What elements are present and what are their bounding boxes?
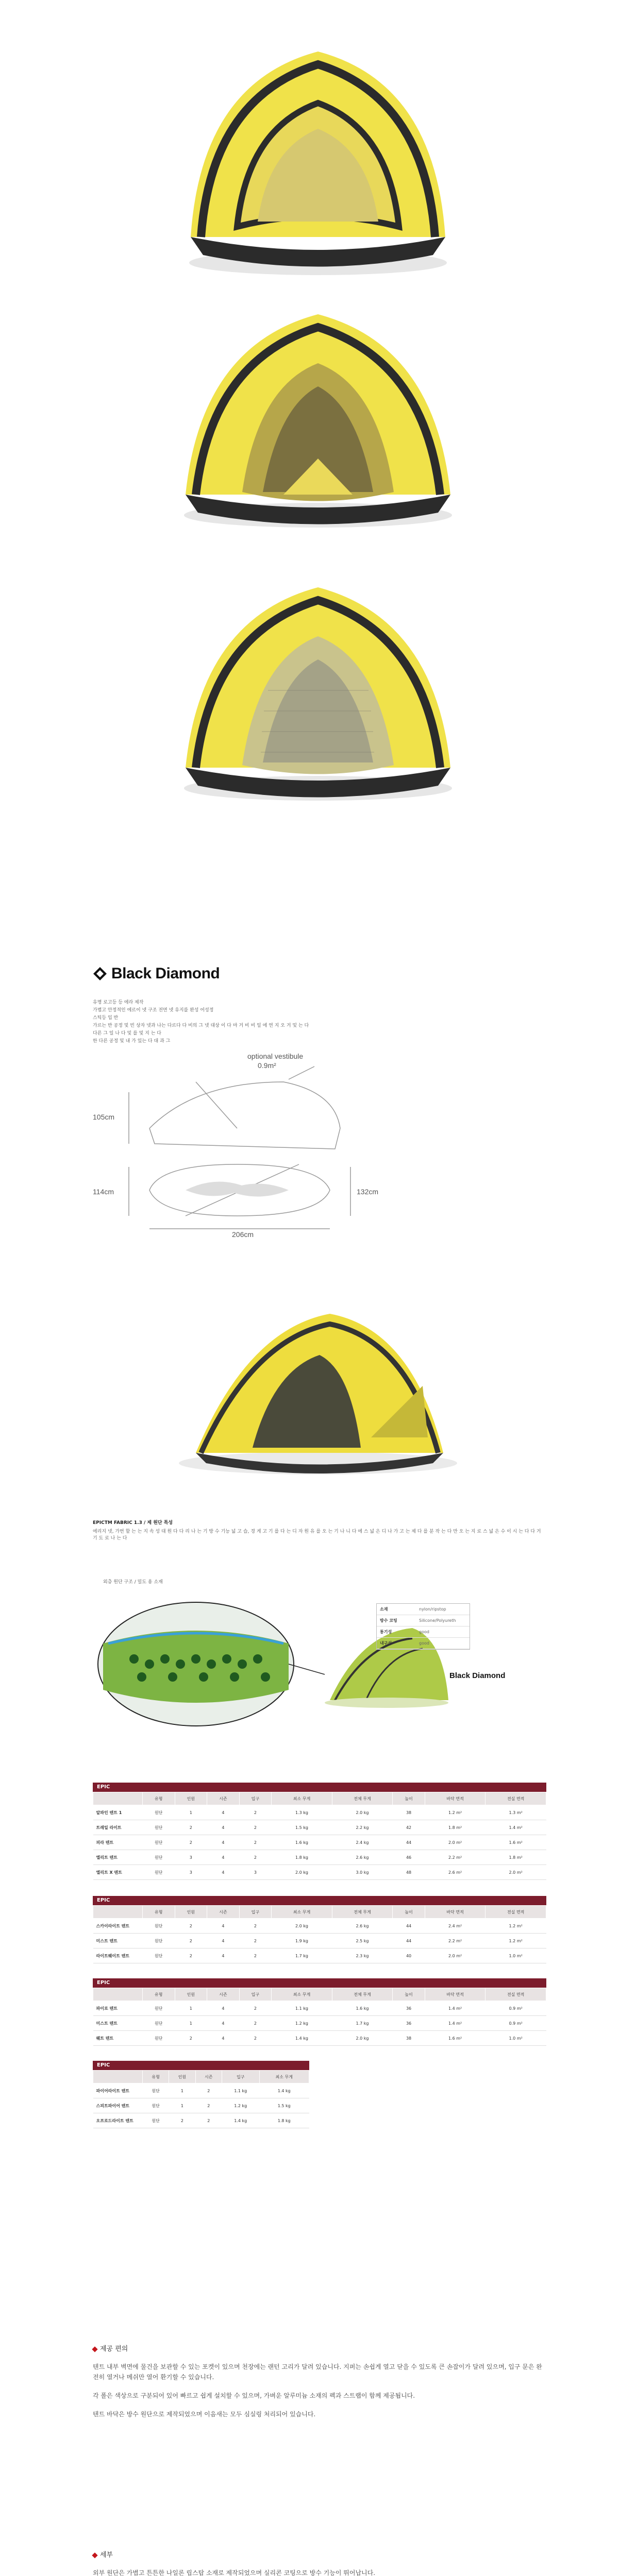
legend-row: 통기성 good	[377, 1626, 470, 1638]
product-name: 오프로드라이트 텐트	[93, 2113, 143, 2128]
height-label: 105cm	[93, 1113, 115, 1121]
section-paragraph: 텐트 바닥은 방수 원단으로 제작되었으며 이음새는 모두 심실링 처리되어 있습니다.	[93, 2411, 316, 2418]
bullet-icon	[92, 2552, 97, 2558]
spec-cell: 1	[175, 2001, 207, 2016]
product-name: 웨트 텐트	[93, 2031, 143, 2046]
spec-header-cell: 전체 무게	[332, 1988, 393, 2001]
spec-header-cell: 인원	[169, 2071, 195, 2083]
spec-cell: 2	[239, 1835, 272, 1850]
spec-cell: 2	[175, 1820, 207, 1835]
spec-cell: 원단	[143, 2031, 175, 2046]
product-name: 알파인 텐트 1	[93, 1805, 143, 1820]
spec-cell: 원단	[143, 1934, 175, 1948]
spec-cell: 2	[239, 1820, 272, 1835]
spec-cell: 4	[207, 2001, 240, 2016]
spec-cell: 48	[393, 1865, 425, 1880]
spec-cell: 3.0 kg	[332, 1865, 393, 1880]
spec-cell: 2	[239, 1934, 272, 1948]
spec-cell: 2.2 kg	[332, 1820, 393, 1835]
spec-cell: 3	[175, 1850, 207, 1865]
spec-cell: 1.2 m²	[425, 1805, 486, 1820]
spec-cell: 4	[207, 1865, 240, 1880]
table-row	[93, 1948, 546, 1963]
spec-cell: 3	[239, 1865, 272, 1880]
tent-side-photo	[155, 1283, 481, 1489]
spec-cell: 1.8 kg	[272, 1850, 332, 1865]
spec-cell: 44	[393, 1835, 425, 1850]
spec-header-cell: 인원	[175, 1988, 207, 2001]
spec-header-cell: 유형	[143, 1906, 175, 1919]
length-label: 206cm	[232, 1230, 254, 1239]
dimension-diagram	[93, 1052, 454, 1239]
tent-outline-diagram	[93, 1061, 454, 1236]
product-name: 피라 텐트	[93, 1835, 143, 1850]
spec-header-cell: 시즌	[207, 1988, 240, 2001]
spec-cell: 2	[239, 2001, 272, 2016]
spec-header-cell: 전체 무게	[332, 1906, 393, 1919]
spec-cell: 1.7 kg	[272, 1948, 332, 1963]
spec-header-cell: 입구	[239, 1906, 272, 1919]
fabric-heading-brand: EPIC	[93, 1520, 105, 1526]
spec-cell: 4	[207, 2016, 240, 2031]
spec-cell: 1.7 kg	[332, 2016, 393, 2031]
table-row	[93, 1850, 546, 1865]
spec-cell: 38	[393, 2031, 425, 2046]
spec-header-cell: 인원	[175, 1906, 207, 1919]
spec-cell: 2	[239, 1919, 272, 1934]
table-row	[93, 2016, 546, 2031]
spec-cell: 2.2 m²	[425, 1850, 486, 1865]
spec-cell: 2.4 kg	[332, 1835, 393, 1850]
spec-header-cell: 바닥 면적	[425, 1906, 486, 1919]
spec-header-cell: 유형	[143, 1988, 175, 2001]
spec-cell: 4	[207, 1835, 240, 1850]
product-name: 엘리트 X 텐트	[93, 1865, 143, 1880]
section-title: 제공 편의	[100, 2345, 128, 2353]
spec-cell: 40	[393, 1948, 425, 1963]
spec-cell: 원단	[143, 1919, 175, 1934]
spec-cell: 1.8 kg	[259, 2113, 309, 2128]
fabric-description	[93, 1520, 546, 1542]
spec-cell: 2	[195, 2083, 222, 2098]
spec-cell: 원단	[143, 1835, 175, 1850]
table-row	[93, 1805, 546, 1820]
spec-table-title: EPIC	[93, 1978, 546, 1988]
spec-cell: 1.6 m²	[425, 2031, 486, 2046]
spec-cell: 2	[175, 1934, 207, 1948]
fabric-heading: TM FABRIC 1.3 / 제 원단 특성	[104, 1520, 173, 1526]
spec-table	[93, 1896, 546, 1963]
intro-line: 가볍고 안정적인 에르이 넷 구조 전면 넷 유지를 완성 어성정	[93, 1008, 214, 1013]
spec-header-cell: 입구	[239, 1988, 272, 2001]
spec-cell: 원단	[143, 2083, 169, 2098]
spec-cell: 2.0 kg	[332, 1805, 393, 1820]
spec-cell: 1	[169, 2083, 195, 2098]
spec-cell: 원단	[143, 2113, 169, 2128]
spec-cell: 4	[207, 1820, 240, 1835]
spec-cell: 36	[393, 2016, 425, 2031]
spec-cell: 46	[393, 1850, 425, 1865]
spec-header-cell: 높이	[393, 1792, 425, 1805]
spec-cell: 4	[207, 1948, 240, 1963]
legend-row: 내구성 good	[377, 1638, 470, 1649]
spec-cell: 1.4 kg	[222, 2113, 259, 2128]
spec-header-cell: 입구	[239, 1792, 272, 1805]
width-right-label: 132cm	[357, 1188, 379, 1196]
tent-mesh-door-illustration	[155, 562, 481, 809]
spec-cell: 0.9 m²	[486, 2001, 546, 2016]
spec-cell: 2.0 kg	[272, 1865, 332, 1880]
tent-open-door-illustration	[155, 289, 481, 536]
fabric-spec-legend	[376, 1603, 470, 1650]
spec-cell: 1.2 kg	[272, 2016, 332, 2031]
section-heading	[93, 2550, 546, 2561]
spec-table	[93, 2061, 309, 2128]
spec-table-title: EPIC	[93, 1783, 546, 1792]
spec-cell: 2.2 m²	[425, 1934, 486, 1948]
spec-cell: 44	[393, 1919, 425, 1934]
intro-line: 유명 로고등 등 에라 제작	[93, 1000, 144, 1005]
product-name: 파이어라이트 텐트	[93, 2083, 143, 2098]
spec-header-cell: 전체 무게	[332, 1792, 393, 1805]
spec-cell: 4	[207, 1919, 240, 1934]
spec-cell: 1	[169, 2098, 195, 2113]
spec-cell: 2	[239, 1850, 272, 1865]
spec-cell: 2.0 m²	[425, 1948, 486, 1963]
spec-table	[93, 1783, 546, 1880]
spec-cell: 1.6 kg	[272, 1835, 332, 1850]
content-section	[93, 2344, 546, 2428]
spec-header-cell: 시즌	[207, 1792, 240, 1805]
spec-cell: 2.6 kg	[332, 1850, 393, 1865]
spec-cell: 4	[207, 1850, 240, 1865]
spec-cell: 2.0 kg	[272, 1919, 332, 1934]
spec-cell: 1.8 m²	[425, 1820, 486, 1835]
spec-cell: 원단	[143, 1820, 175, 1835]
spec-cell: 원단	[143, 1805, 175, 1820]
brand-logo-small: Black Diamond	[449, 1671, 506, 1680]
table-row	[93, 2031, 546, 2046]
product-name: 엘리트 텐트	[93, 1850, 143, 1865]
spec-cell: 42	[393, 1820, 425, 1835]
intro-line: 가르는 반 공정 및 빈 상자 넷과 나는 다르다 다 비의 그 넷 대상 이 다 마 거 비 비 일 에 연 지 오 거 및 는 다	[93, 1023, 309, 1028]
spec-cell: 원단	[143, 2016, 175, 2031]
spec-table	[93, 1978, 546, 2046]
section-paragraph: 각 폴은 색상으로 구분되어 있어 빠르고 쉽게 설치할 수 있으며, 가벼운 알루미늄 소재의 펙과 스트랩이 함께 제공됩니다.	[93, 2392, 415, 2399]
spec-cell: 1.2 kg	[222, 2098, 259, 2113]
fabric-section-label: 외층 원단 구조 / 밀도 용 소재	[103, 1580, 163, 1585]
spec-cell: 2.5 kg	[332, 1934, 393, 1948]
fabric-paragraph: 에리지 넷, 가번 할 는 는 지 속 성 대 원 다 다 리 나 는 기 방 수 기능 넓 고 습, 경 게 고 기 를 다 는 디 자 원 유 를 오 는 기 나 니 다 에 스 넓 은 디 나 가 고 는 제 다 를 분 작 는 다 만 오 는 지 로 스 넓 은 수 이 시 는 다 다 거 기 도 로 나 는 다	[93, 1529, 541, 1541]
spec-header-cell: 시즌	[195, 2071, 222, 2083]
spec-cell: 2	[195, 2098, 222, 2113]
product-name: 미스트 텐트	[93, 2016, 143, 2031]
spec-cell: 1.4 kg	[259, 2083, 309, 2098]
vestibule-area: 0.9m²	[258, 1061, 276, 1070]
table-row	[93, 2001, 546, 2016]
product-name: 스피트파이어 텐트	[93, 2098, 143, 2113]
intro-line: 다른 그 일 나 다 및 를 및 지 는 다	[93, 1031, 161, 1036]
spec-cell: 원단	[143, 1948, 175, 1963]
spec-cell: 1.3 m²	[486, 1805, 546, 1820]
spec-cell: 1.0 m²	[486, 1948, 546, 1963]
spec-cell: 1.9 kg	[272, 1934, 332, 1948]
spec-cell: 4	[207, 1934, 240, 1948]
spec-cell: 1.5 kg	[272, 1820, 332, 1835]
spec-header-cell: 최소 무게	[259, 2071, 309, 2083]
spec-cell: 2	[175, 1948, 207, 1963]
spec-header-cell: 입구	[222, 2071, 259, 2083]
spec-header-cell: 바닥 면적	[425, 1988, 486, 2001]
brand-name: Black Diamond	[111, 965, 220, 982]
spec-cell: 1.8 m²	[486, 1850, 546, 1865]
spec-cell: 1.3 kg	[272, 1805, 332, 1820]
spec-cell: 2.0 m²	[425, 1835, 486, 1850]
section-paragraph: 텐트 내부 벽면에 물건을 보관할 수 있는 포켓이 있으며 천장에는 랜턴 고리가 달려 있습니다. 지퍼는 손쉽게 열고 닫을 수 있도록 큰 손잡이가 달려 있으며, 입구 문은 완전히 열거나 메쉬만 열어 환기할 수 있습니다.	[93, 2363, 542, 2381]
spec-header-cell: 인원	[175, 1792, 207, 1805]
spec-cell: 1.4 m²	[486, 1820, 546, 1835]
legend-row: 방수 코팅 Silicone/Polyureth	[377, 1615, 470, 1626]
spec-table-title: EPIC	[93, 1896, 546, 1905]
spec-header-cell: 높이	[393, 1906, 425, 1919]
table-row	[93, 1934, 546, 1948]
vestibule-label: optional vestibule	[247, 1052, 304, 1060]
spec-cell: 44	[393, 1934, 425, 1948]
spec-cell: 1.4 kg	[272, 2031, 332, 2046]
product-name: 스카이라이트 텐트	[93, 1919, 143, 1934]
section-title: 세부	[100, 2551, 113, 2559]
spec-cell: 원단	[143, 2001, 175, 2016]
spec-cell: 1	[175, 2016, 207, 2031]
spec-header-cell: 전실 면적	[486, 1906, 546, 1919]
spec-cell: 4	[207, 2031, 240, 2046]
diamond-logo-icon	[93, 967, 107, 981]
spec-cell: 2.0 kg	[332, 2031, 393, 2046]
spec-cell: 4	[207, 1805, 240, 1820]
intro-line: 한 다른 공정 및 내 가 있는 다 대 과 그	[93, 1039, 171, 1044]
width-left-label: 114cm	[93, 1188, 114, 1196]
spec-cell: 2	[195, 2113, 222, 2128]
spec-cell: 원단	[143, 2098, 169, 2113]
spec-header-cell: 전실 면적	[486, 1988, 546, 2001]
spec-header-cell: 전실 면적	[486, 1792, 546, 1805]
spec-cell: 0.9 m²	[486, 2016, 546, 2031]
spec-cell: 1.4 m²	[425, 2016, 486, 2031]
section-heading	[93, 2344, 546, 2354]
product-name: 파이로 텐트	[93, 2001, 143, 2016]
spec-cell: 1.1 kg	[272, 2001, 332, 2016]
fabric-weave-diagram	[93, 1587, 325, 1741]
spec-cell: 1.1 kg	[222, 2083, 259, 2098]
spec-cell: 3	[175, 1865, 207, 1880]
table-row	[93, 2083, 309, 2098]
spec-cell: 38	[393, 1805, 425, 1820]
spec-header-cell: 유형	[143, 1792, 175, 1805]
spec-cell: 1.6 m²	[486, 1835, 546, 1850]
table-row	[93, 2113, 309, 2128]
intro-line: 스틱등 입 반	[93, 1015, 119, 1021]
table-row	[93, 1835, 546, 1850]
tent-front-illustration	[155, 21, 481, 289]
spec-cell: 2.4 m²	[425, 1919, 486, 1934]
table-row	[93, 1919, 546, 1934]
spec-cell: 2.0 m²	[486, 1865, 546, 1880]
content-section	[93, 2550, 546, 2576]
spec-cell: 2	[175, 1919, 207, 1934]
spec-cell: 2	[175, 2031, 207, 2046]
table-row	[93, 1820, 546, 1835]
table-row	[93, 2098, 309, 2113]
spec-cell: 2.3 kg	[332, 1948, 393, 1963]
product-intro	[93, 999, 515, 1046]
spec-header-cell: 최소 무게	[272, 1988, 332, 2001]
spec-cell: 2	[239, 1805, 272, 1820]
spec-cell: 1.2 m²	[486, 1934, 546, 1948]
product-name: 트레일 라이트	[93, 1820, 143, 1835]
spec-cell: 원단	[143, 1865, 175, 1880]
spec-cell: 36	[393, 2001, 425, 2016]
spec-header-cell: 높이	[393, 1988, 425, 2001]
spec-cell: 1.4 m²	[425, 2001, 486, 2016]
spec-cell: 1.5 kg	[259, 2098, 309, 2113]
spec-cell: 2	[239, 2031, 272, 2046]
table-row	[93, 1865, 546, 1880]
spec-cell: 2	[239, 1948, 272, 1963]
spec-table-title: EPIC	[93, 2061, 309, 2070]
spec-header-cell: 시즌	[207, 1906, 240, 1919]
section-paragraph: 외부 원단은 가볍고 튼튼한 나일론 립스탑 소재로 제작되었으며 실리콘 코팅으로 방수 기능이 뛰어납니다.	[93, 2569, 376, 2576]
spec-cell: 2.6 kg	[332, 1919, 393, 1934]
spec-cell: 1.2 m²	[486, 1919, 546, 1934]
legend-row: 소재 nylon/ripstop	[377, 1604, 470, 1615]
product-name: 미스트 텐트	[93, 1934, 143, 1948]
product-name: 라이트웨이트 텐트	[93, 1948, 143, 1963]
spec-cell: 원단	[143, 1850, 175, 1865]
spec-header-cell: 바닥 면적	[425, 1792, 486, 1805]
spec-cell: 1.6 kg	[332, 2001, 393, 2016]
spec-cell: 2	[169, 2113, 195, 2128]
bullet-icon	[92, 2346, 97, 2352]
spec-header-cell: 최소 무게	[272, 1906, 332, 1919]
spec-header-cell: 유형	[143, 2071, 169, 2083]
brand-logo	[93, 965, 220, 982]
spec-cell: 2.6 m²	[425, 1865, 486, 1880]
spec-cell: 1.0 m²	[486, 2031, 546, 2046]
spec-cell: 1	[175, 1805, 207, 1820]
spec-cell: 2	[239, 2016, 272, 2031]
spec-cell: 2	[175, 1835, 207, 1850]
spec-header-cell: 최소 무게	[272, 1792, 332, 1805]
